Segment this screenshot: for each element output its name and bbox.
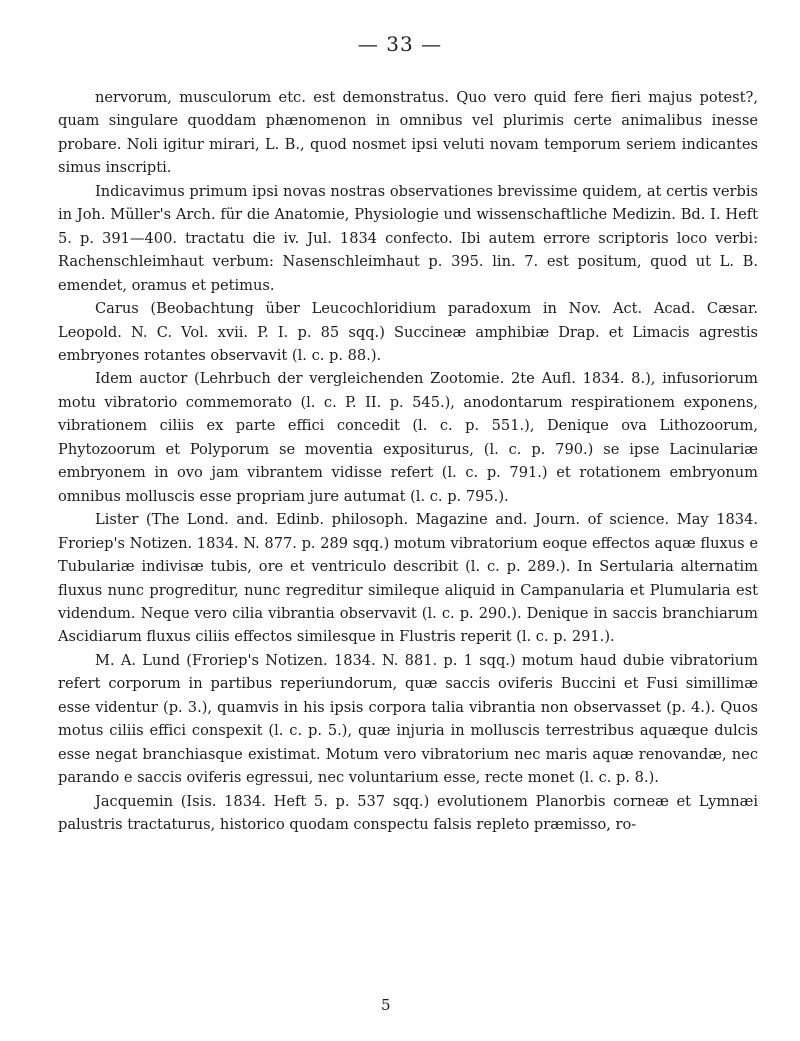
body-text xyxy=(58,86,758,837)
paragraph-lister: Lister (The Lond. and. Edinb. philosoph. Magazine and. Journ. of science. May 1834. Froriep's Notizen. 1834. N. 877. p. 289 sqq.) motum vibratorium eoque effectos aquæ fluxus e Tubulariæ indivisæ tubis, ore et ventriculo describit (l. c. p. 289.). In Sertularia alternatim fluxus nunc progreditur, nunc regreditur simileque aliquid in Campanularia et Plumularia est videndum. Neque vero cilia vibrantia observavit (l. c. p. 290.). Denique in saccis branchiarum Ascidiarum fluxus ciliis effectos similesque in Flustris reperit (l. c. p. 291.). xyxy=(58,511,758,646)
paragraph-intro: nervorum, musculorum etc. est demonstratus. Quo vero quid fere fieri majus potest?, quam singulare quoddam phænomenon in omnibus vel plurimis certe animalibus inesse probare. Noli igitur mirari, L. B., quod nosmet ipsi veluti novam temporum seriem indicantes simus inscripti. xyxy=(58,89,758,177)
paragraph-idem-auctor: Idem auctor (Lehrbuch der vergleichenden Zootomie. 2te Aufl. 1834. 8.), infusoriorum motu vibratorio commemorato (l. c. P. II. p. 545.), anodontarum respirationem exponens, vibrationem ciliis ex parte effici concedit (l. c. p. 551.), Denique ova Lithozoorum, Phytozoorum et Polyporum se moventia expositurus, (l. c. p. 790.) se ipse Lacinulariæ embryonem in ovo jam vibrantem vidisse refert (l. c. p. 791.) et rotationem embryonum omnibus molluscis esse propriam jure autumat (l. c. p. 795.). xyxy=(58,370,758,505)
paragraph-lund: M. A. Lund (Froriep's Notizen. 1834. N. 881. p. 1 sqq.) motum haud dubie vibratorium refert corporum in partibus reperiundorum, quæ saccis oviferis Buccini et Fusi simillimæ esse videntur (p. 3.), quamvis in his ipsis corpora talia vibrantia non observasset (p. 4.). Quos motus ciliis effici conspexit (l. c. p. 5.), quæ injuria in molluscis terrestribus aquæque dulcis esse negat branchiasque existimat. Motum vero vibratorium nec maris aquæ renovandæ, nec parando e saccis oviferis egressui, nec voluntarium esse, recte monet (l. c. p. 8.). xyxy=(58,651,758,787)
paragraph-carus: Carus (Beobachtung über Leucochloridium paradoxum in Nov. Act. Acad. Cæsar. Leopold. N. C. Vol. xvii. P. I. p. 85 sqq.) Succineæ amphibiæ Drap. et Limacis agrestis embryones rotantes observavit (l. c. p. 88.). xyxy=(58,300,758,364)
paragraph-indicavimus: Indicavimus primum ipsi novas nostras observationes brevissime quidem, at certis verbis in Joh. Müller's Arch. für die Anatomie, Physiologie und wissenschaftliche Medizin. Bd. I. Heft 5. p. 391—400. tractatu die iv. Jul. 1834 confecto. Ibi autem errore scriptoris loco verbi: Rachenschleimhaut verbum: Nasenschleimhaut p. 395. lin. 7. est positum, quod ut L. B. emendet, oramus et petimus. xyxy=(58,182,758,294)
paragraph-jacquemin: Jacquemin (Isis. 1834. Heft 5. p. 537 sqq.) evolutionem Planorbis corneæ et Lymnæi palustris tractaturus, historico quodam conspectu falsis repleto præmisso, ro- xyxy=(58,792,758,834)
page-number: — 33 — xyxy=(357,32,443,56)
printer-signature: 5 xyxy=(381,996,391,1014)
